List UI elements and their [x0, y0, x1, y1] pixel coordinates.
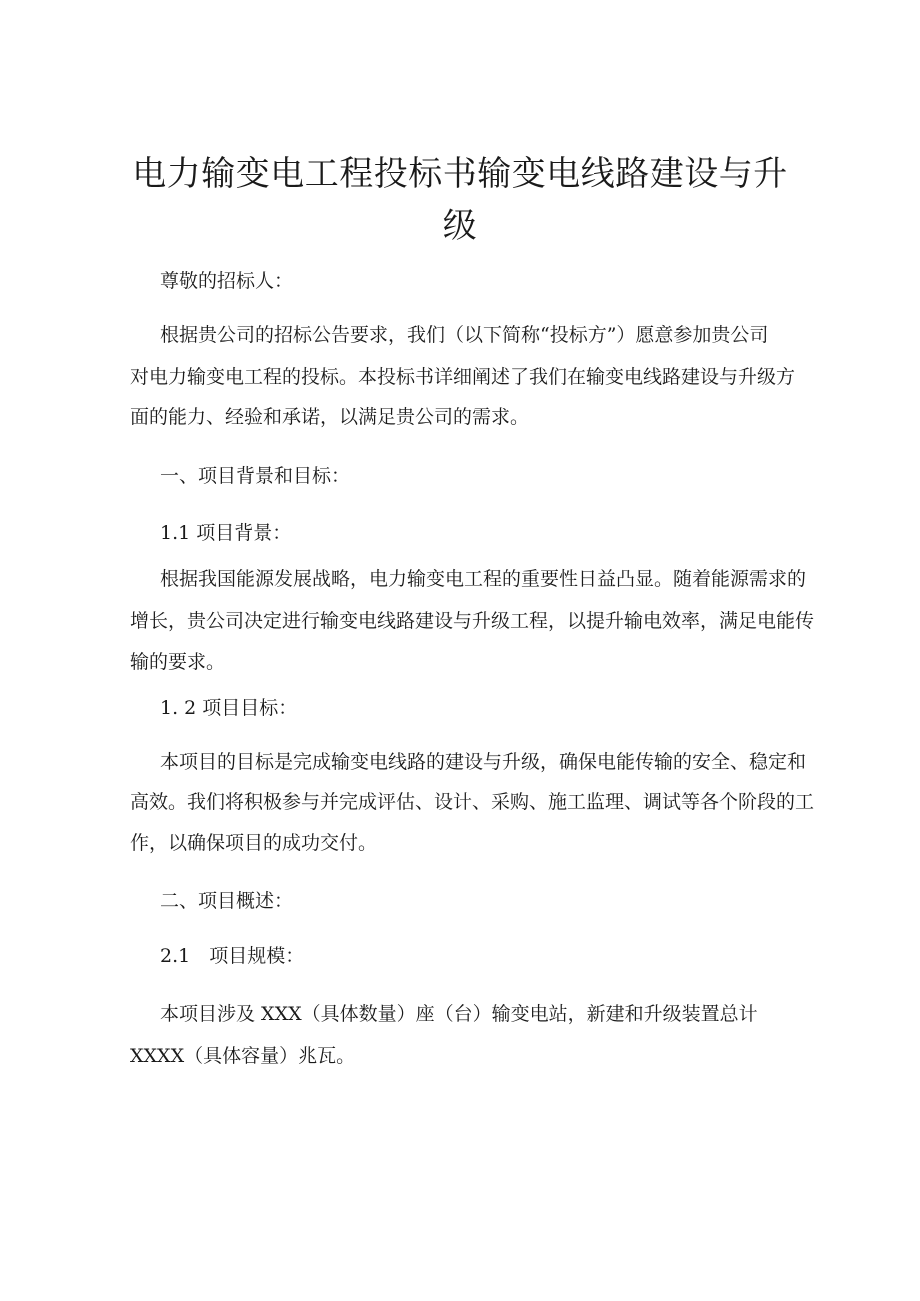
intro-line-1: 根据贵公司的招标公告要求，我们（以下简称“投标方”）愿意参加贵公司: [160, 324, 769, 346]
document-title: [130, 148, 790, 252]
s1-2-body-line-2: 高效。我们将积极参与并完成评估、设计、采购、施工监理、调试等各个阶段的工: [130, 791, 815, 813]
s1-1-body-line-2: 增长，贵公司决定进行输变电线路建设与升级工程，以提升输电效率，满足电能传: [130, 610, 815, 632]
subsection-1-2-heading: 1. 2 项目目标：: [160, 697, 298, 719]
subsection-2-1-heading: 2.1 项目规模：: [160, 945, 305, 967]
s1-2-body-line-3: 作，以确保项目的成功交付。: [130, 832, 378, 854]
salutation: 尊敬的招标人：: [160, 270, 294, 292]
section-1-heading: 一、项目背景和目标：: [160, 465, 351, 487]
title-line-1: 电力输变电工程投标书输变电线路建设与升: [132, 154, 788, 194]
intro-line-2: 对电力输变电工程的投标。本投标书详细阐述了我们在输变电线路建设与升级方: [130, 366, 796, 388]
s2-1-body-line-2: XXXX（具体容量）兆瓦。: [130, 1045, 356, 1067]
intro-line-3: 面的能力、经验和承诺，以满足贵公司的需求。: [130, 406, 530, 428]
subsection-1-1-heading: 1.1 项目背景：: [160, 522, 292, 544]
section-2-heading: 二、项目概述：: [160, 890, 294, 912]
s2-1-body-line-1: 本项目涉及 XXX（具体数量）座（台）输变电站，新建和升级装置总计: [160, 1003, 758, 1025]
s1-2-body-line-1: 本项目的目标是完成输变电线路的建设与升级，确保电能传输的安全、稳定和: [160, 751, 807, 773]
s1-1-body-line-1: 根据我国能源发展战略，电力输变电工程的重要性日益凸显。随着能源需求的: [160, 568, 807, 590]
s1-1-body-line-3: 输的要求。: [130, 651, 226, 673]
title-line-2: 级: [442, 206, 478, 246]
